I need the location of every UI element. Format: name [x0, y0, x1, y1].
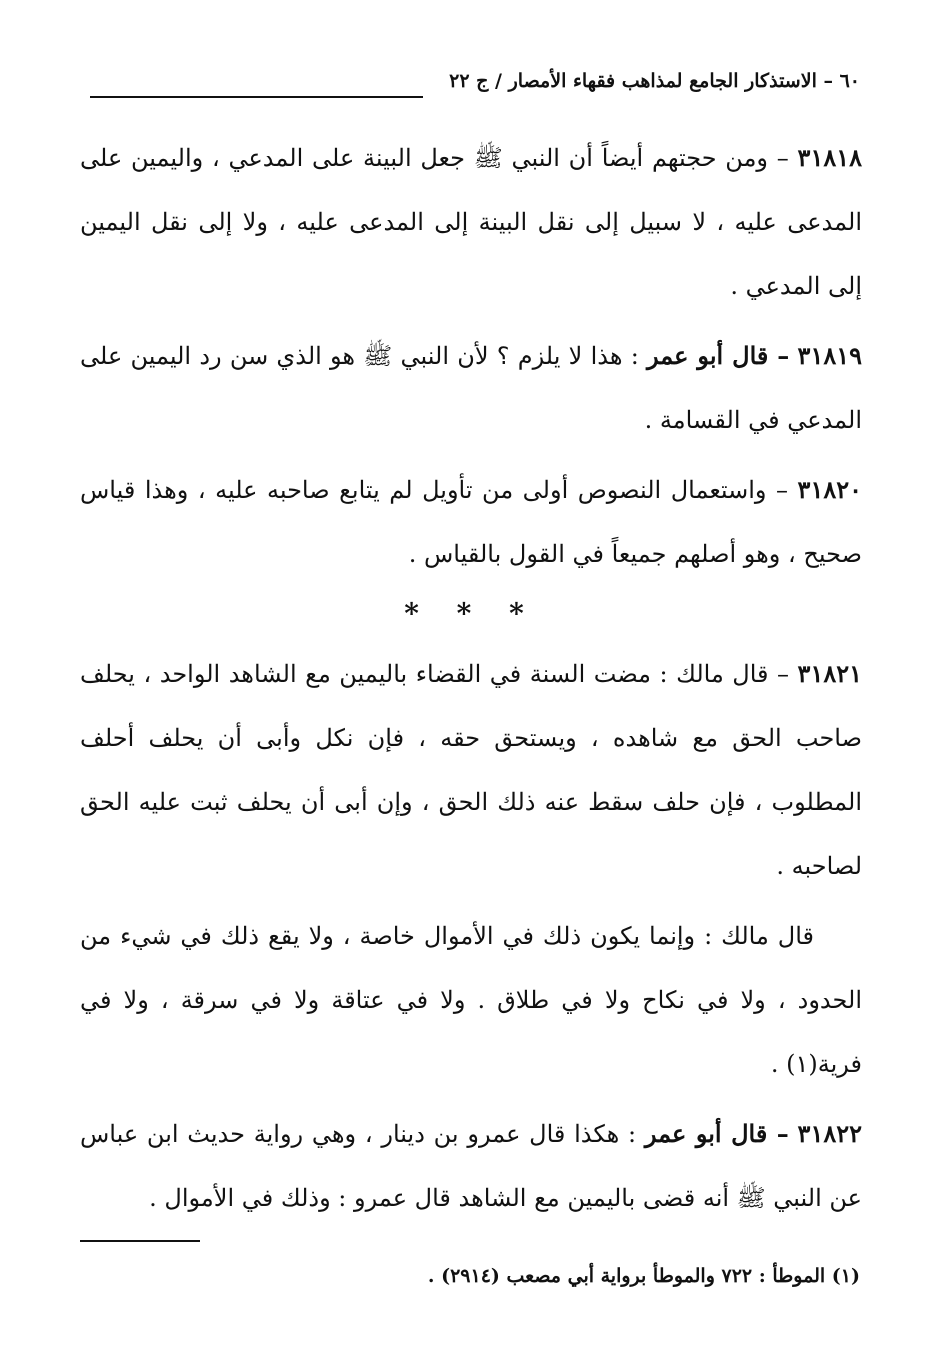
paragraph-number: ٣١٨٢٠ — [797, 475, 862, 504]
footnote: (١) الموطأ : ٧٢٢ والموطأ برواية أبي مصعب (٢٩١٤) . — [427, 1265, 860, 1287]
paragraph-text: – واستعمال النصوص أولى من تأويل لم يتابع صاحبه عليه ، وهذا قياس صحيح ، وهو أصلهم جميعاً في القول بالقياس . — [80, 476, 862, 568]
speaker-label: – قال أبو عمر — [644, 1119, 789, 1148]
speaker-label: – قال أبو عمر — [647, 341, 790, 370]
paragraph-number: ٣١٨١٨ — [797, 143, 862, 172]
body-text — [80, 126, 862, 1230]
paragraph-31819 — [80, 324, 862, 452]
paragraph-31820 — [80, 458, 862, 586]
paragraph-31821 — [80, 642, 862, 898]
paragraph-malik — [80, 904, 862, 1096]
paragraph-text: : هكذا قال عمرو بن دينار ، وهي رواية حديث ابن عباس عن النبي ﷺ أنه قضى باليمين مع الشاهد قال عمرو : وذلك في الأموال . — [80, 1120, 862, 1212]
paragraph-text: – ومن حجتهم أيضاً أن النبي ﷺ جعل البينة على المدعي ، واليمين على المدعى عليه ، لا سبيل إلى نقل البينة إلى المدعى عليه ، ولا إلى نقل اليمين إلى المدعي . — [80, 144, 862, 300]
footnote-rule — [80, 1240, 200, 1242]
paragraph-text: – قال مالك : مضت السنة في القضاء باليمين مع الشاهد الواحد ، يحلف صاحب الحق مع شاهده ، ويستحق حقه ، فإن نكل وأبى أن يحلف أحلف المطلوب ، فإن حلف سقط عنه ذلك الحق ، وإن أبى أن يحلف ثبت عليه الحق لصاحبه . — [80, 660, 862, 880]
paragraph-number: ٣١٨٢٢ — [797, 1119, 862, 1148]
running-head: ٦٠ – الاستذكار الجامع لمذاهب فقهاء الأمصار / ج ٢٢ — [449, 70, 860, 92]
paragraph-number: ٣١٨١٩ — [797, 341, 862, 370]
paragraph-31822 — [80, 1102, 862, 1230]
header-rule — [90, 96, 423, 98]
paragraph-number: ٣١٨٢١ — [797, 659, 862, 688]
paragraph-text: : هذا لا يلزم ؟ لأن النبي ﷺ هو الذي سن رد اليمين على المدعي في القسامة . — [80, 342, 862, 434]
paragraph-31818 — [80, 126, 862, 318]
paragraph-text: قال مالك : وإنما يكون ذلك في الأموال خاصة ، ولا يقع ذلك في شيء من الحدود ، ولا في نكاح ولا في طلاق . ولا في عتاقة ولا في سرقة ، ولا في فرية(١) . — [80, 922, 862, 1078]
section-separator: * * * — [404, 597, 538, 630]
